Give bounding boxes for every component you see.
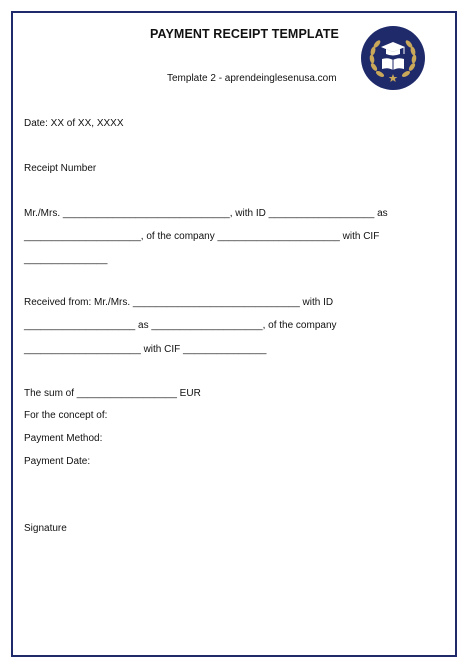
payer-line-1: Mr./Mrs. ______________________________, with ID ___________________ as	[24, 208, 388, 219]
graduation-cap-logo-icon	[360, 25, 426, 91]
receipt-number-label: Receipt Number	[24, 163, 97, 174]
payer-line-2: _____________________, of the company ______________________ with CIF	[24, 231, 380, 242]
document-title: PAYMENT RECEIPT TEMPLATE	[150, 27, 339, 41]
page-border	[11, 11, 457, 657]
sum-field: The sum of __________________ EUR	[24, 388, 201, 399]
concept-field: For the concept of:	[24, 410, 108, 421]
payment-date-field: Payment Date:	[24, 456, 91, 467]
received-line-2: ____________________ as ____________________, of the company	[24, 320, 337, 331]
payer-line-3: _______________	[24, 254, 108, 265]
payment-method-field: Payment Method:	[24, 433, 103, 444]
document-subtitle: Template 2 - aprendeinglesenusa.com	[167, 73, 337, 84]
signature-label: Signature	[24, 523, 67, 534]
date-field: Date: XX of XX, XXXX	[24, 118, 124, 129]
received-line-1: Received from: Mr./Mrs. ______________________________ with ID	[24, 297, 334, 308]
received-line-3: _____________________ with CIF _______________	[24, 344, 267, 355]
